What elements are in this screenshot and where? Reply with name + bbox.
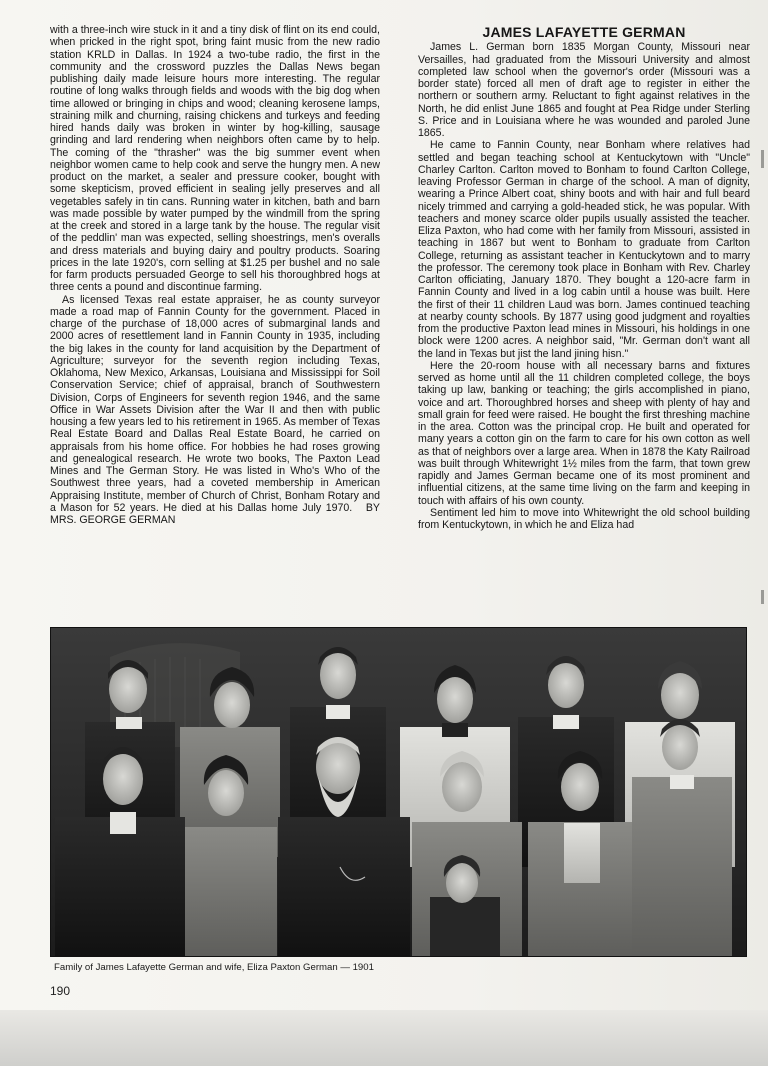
right-paragraph-1: James L. German born 1835 Morgan County, Missouri near Versailles, had graduated from the Missouri University and almost completed law school when the governor's order (Missouri was a border state) forced all men of draft age to register in either the northern or southern army. Reluctant to fight against relatives in the North, he did enlist June 1865 and fought at Pea Ridge under Sterling S. Price and in Louisiana where he was wounded and paroled June 1865. [418,41,750,139]
family-photograph [50,627,747,957]
left-paragraph-2 [50,294,380,527]
family-photo-image [50,627,747,957]
photo-caption: Family of James Lafayette German and wife, Eliza Paxton German — 1901 [54,962,374,973]
scan-bottom-shadow [0,1010,768,1066]
right-paragraph-2: He came to Fannin County, near Bonham where relatives had settled and began teaching school at Kentuckytown with "Uncle" Charley Carlton. Carlton moved to Bonham to found Carlton College, leaving Professor German in charge of the school. A man of dignity, wearing a Prince Albert coat, shiny boots and with hair and full beard nicely trimmed and carrying a gold-headed stick, he was popular. With teachers and money scarce older pupils usually assisted the teacher. Eliza Paxton, who had come with her family from Missouri, assisted in teaching in 1867 but went to Bonham to graduate from Carlton College, returning as assistant teacher in Kentuckytown and to marry the professor. The ceremony took place in Bonham with Rev. Charley Carlton officiating, January 1870. They bought a 120-acre farm in Fannin County and lived in a log cabin until a house was built. Here the first of their 11 children Laud was born. James continued teaching at nearby county schools. By 1877 using good judgment and royalties from the productive Paxton lead mines in Missouri, his holdings in one block were 1200 acres. A neighbor said, "Mr. German don't want all the land in Texas but jist the land jining hisn." [418,139,750,360]
right-paragraph-3: Here the 20-room house with all necessary barns and fixtures served as home until all the 11 children completed college, the boys taking up law, banking or teaching; the girls accomplished in piano, voice and art. Thoroughbred horses and sheep with plenty of hay and small grain for feed were raised. He bought the first threshing machine in the area. Cotton was the principal crop. He built and operated for many years a cotton gin on the farm to care for his own cotton as well as that of neighbors over a large area. When in 1878 the Katy Railroad was built through Whitewright 1½ miles from the farm, that town grew rapidly and James German became one of its most prominent and influential citizens, at the same time living on the farm and keeping in touch with affairs of his own county. [418,359,750,507]
right-column [418,26,750,531]
article-title: JAMES LAFAYETTE GERMAN [482,24,686,40]
right-paragraph-4: Sentiment led him to move into Whitewright the old school building from Kentuckytown, in which he and Eliza had [418,506,750,531]
page-number: 190 [50,984,71,998]
left-paragraph-1: with a three-inch wire stuck in it and a tiny disk of flint on its end could, when pricked in the right spot, bring faint music from the new radio station KRLD in Dallas. In 1924 a two-tube radio, the first in the community and the crossword puzzles the Dallas News began publishing daily made leisure hours more interesting. The regular routine of long walks through fields and woods with the big dog when time allowed or bringing in chips and wood; cleaning kerosene lamps, straining milk and churning, raising chickens and turkeys and feeding hired hands daily was broken in winter by hog-killing, sausage grinding and lard rendering when neighbors often came by to help. The coming of the "thrasher" was the big summer event when neighbor women came to help cook and serve the hungry men. A new product on the market, a sealer and pressure cooker, bought with some skepticism, proved efficient in sealing jelly preserves and all vegetables safely in tin cans. Running water in kitchen, bath and barn was made possible by water pumped by the windmill from the spring at the creek and stored in a large tank by the house. The regular visit of the peddlin' man was expected, selling shoestrings, men's overalls and dress materials and buying dairy and poultry products. Soaring prices in the late 1920's, corn selling at $1.25 per bushel and no sale for farm products persuaded George to sell his thoroughbred hogs at three cents a pound and discontinue farming. [50,24,380,294]
scan-edge-mark [761,150,764,168]
byline: BY MRS. GEORGE GERMAN [50,501,380,526]
left-column [50,24,380,526]
scan-edge-mark [761,590,764,604]
left-paragraph-2-text: As licensed Texas real estate appraiser, he as county surveyor made a road map of Fannin County for the government. Placed in charge of the purchase of 18,000 acres of submarginal lands and 2000 acres of resettlement land in Fannin County in 1935, including the big lakes in the county for land acquisition by the Department of Agriculture; surveyor for the seventh region including Texas, Oklahoma, New Mexico, Arkansas, Louisiana and Mississippi for Soil Conservation Service; chief of appraisal, branch of Southwestern Division, Corps of Engineers for seventh region 1946, and the same Office in War Assets Division after the War II and then with public housing a few years led to his retirement in 1965. As member of Texas Real Estate Board and Dallas Real Estate Board, he carried on appraisals from his home office. For hobbies he had roses growing and genealogical research. He wrote two books, The Paxton Lead Mines and The German Story. He was listed in Who's Who of the Southwest three years, had a coveted membership in American Appraising Institute, member of Church of Christ, Bonham Rotary and a Mason for 52 years. He died at his Dallas home July 1970. [50,293,380,514]
